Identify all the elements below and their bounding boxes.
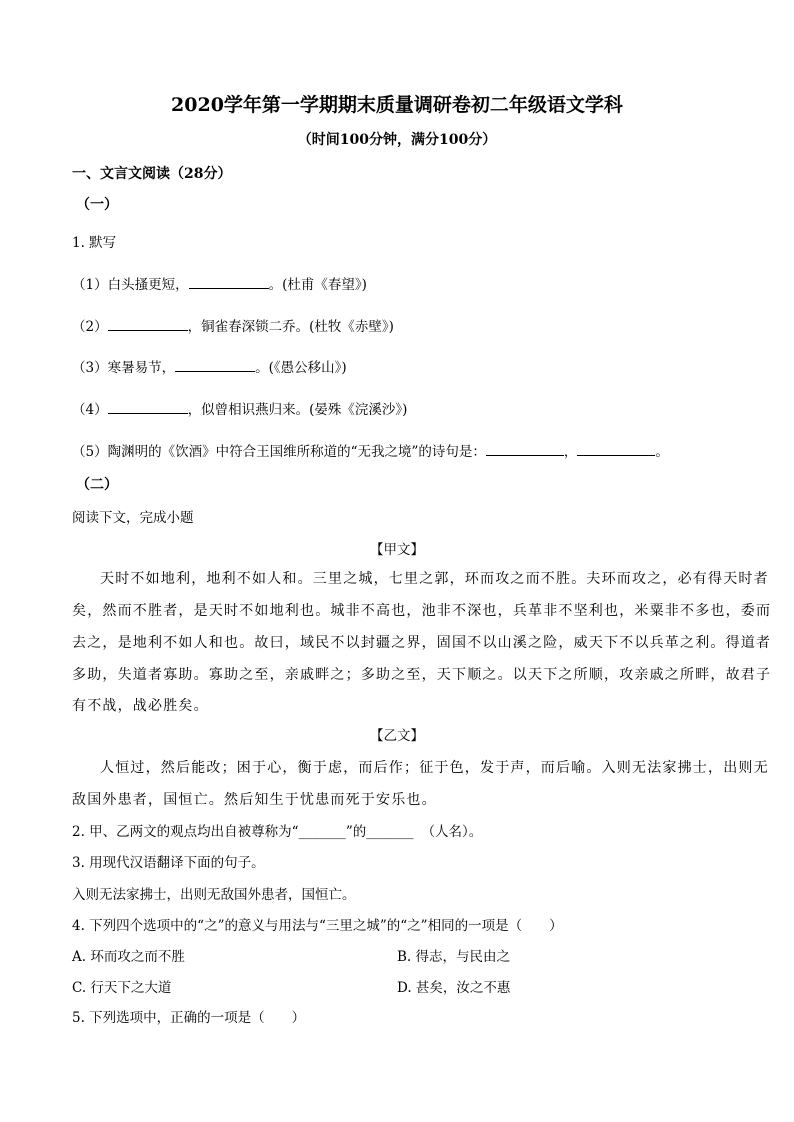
passage-jia-line: 有不战，战必胜矣。 <box>72 698 209 714</box>
question-3-sentence: 入则无法家拂士，出则无敌国外患者，国恒亡。 <box>72 887 356 903</box>
dictation-item-prefix: （2） <box>72 319 108 335</box>
option-b[interactable]: B. 得志，与民由之 <box>397 949 511 965</box>
question-2 <box>72 820 482 840</box>
answer-blank[interactable] <box>486 441 564 456</box>
answer-blank[interactable] <box>108 399 188 414</box>
dictation-item-prefix: （1）白头搔更短， <box>72 277 189 293</box>
answer-blank[interactable] <box>189 274 269 289</box>
passage-jia-line: 去之，是地利不如人和也。故曰，域民不以封疆之界，固国不以山溪之险，威天下不以兵革之利。得道者 <box>72 635 772 651</box>
dictation-item-prefix: （4） <box>72 402 108 418</box>
question-3-label: 3. 用现代汉语翻译下面的句子。 <box>72 855 265 871</box>
option-a[interactable]: A. 环而攻之而不胜 <box>72 949 185 965</box>
passage-jia-line: 天时不如地利，地利不如人和。三里之城，七里之郭，环而攻之而不胜。夫环而攻之，必有得天时者 <box>100 571 769 587</box>
dictation-item-4 <box>72 398 407 418</box>
dictation-item-middle: ， <box>563 444 578 460</box>
question-5-label: 5. 下列选项中，正确的一项是（ ） <box>72 1010 306 1026</box>
answer-blank[interactable] <box>577 441 655 456</box>
question-2-prefix: 2. 甲、乙两文的观点均出自被尊称为“ <box>72 824 299 840</box>
dictation-item-5 <box>72 440 669 460</box>
dictation-item-1 <box>72 273 367 293</box>
reading-instruction: 阅读下文，完成小题 <box>72 510 194 526</box>
exam-title: 2020学年第一学期期末质量调研卷初二年级语文学科 <box>171 94 623 116</box>
section-heading: 一、文言文阅读（28分） <box>72 166 232 182</box>
answer-blank[interactable] <box>108 316 188 331</box>
passage-yi-line: 敌国外患者，国恒亡。然后知生于忧患而死于安乐也。 <box>72 792 437 808</box>
question-2-suffix: （人名）。 <box>421 824 483 840</box>
dictation-item-suffix: 。(杜甫《春望》) <box>268 277 367 293</box>
dictation-item-suffix: 。 <box>655 444 669 460</box>
question-1-label: 1. 默写 <box>72 235 117 251</box>
dictation-item-suffix: 。(《愚公移山》) <box>255 360 347 376</box>
passage-jia-line: 多助，失道者寡助。寡助之至，亲戚畔之；多助之至，天下顺之。以天下之所顺，攻亲戚之所畔，故君子 <box>72 667 772 683</box>
answer-blank-2[interactable]: _______ <box>366 824 414 840</box>
answer-blank-1[interactable]: _______ <box>298 824 346 840</box>
passage-jia-line: 矣，然而不胜者，是天时不如地利也。城非不高也，池非不深也，兵革非不坚利也，米粟非不多也，委而 <box>72 603 772 619</box>
option-c[interactable]: C. 行天下之大道 <box>72 980 172 996</box>
dictation-item-2 <box>72 315 394 335</box>
exam-subtitle: （时间100分钟，满分100分） <box>297 132 497 148</box>
dictation-item-suffix: ，似曾相识燕归来。(晏殊《浣溪沙》) <box>187 402 408 418</box>
dictation-item-suffix: ，铜雀春深锁二乔。(杜牧《赤壁》) <box>187 319 394 335</box>
dictation-item-3 <box>72 356 347 376</box>
answer-blank[interactable] <box>175 357 255 372</box>
passage-jia-label: 【甲文】 <box>370 542 424 558</box>
option-d[interactable]: D. 甚矣，汝之不惠 <box>397 980 511 996</box>
part-one-label: （一） <box>76 197 118 213</box>
part-two-label: （二） <box>76 477 118 493</box>
passage-yi-label: 【乙文】 <box>370 728 424 744</box>
dictation-item-prefix: （3）寒暑易节， <box>72 360 176 376</box>
dictation-item-prefix: （5）陶渊明的《饮酒》中符合王国维所称道的“无我之境”的诗句是： <box>72 444 486 460</box>
question-2-middle: ”的 <box>345 824 367 840</box>
question-4-label: 4. 下列四个选项中的“之”的意义与用法与“三里之城”的“之”相同的一项是（ ） <box>72 918 563 934</box>
passage-yi-line: 人恒过，然后能改；困于心，衡于虑，而后作；征于色，发于声，而后喻。入则无法家拂士，出则无 <box>100 760 769 776</box>
